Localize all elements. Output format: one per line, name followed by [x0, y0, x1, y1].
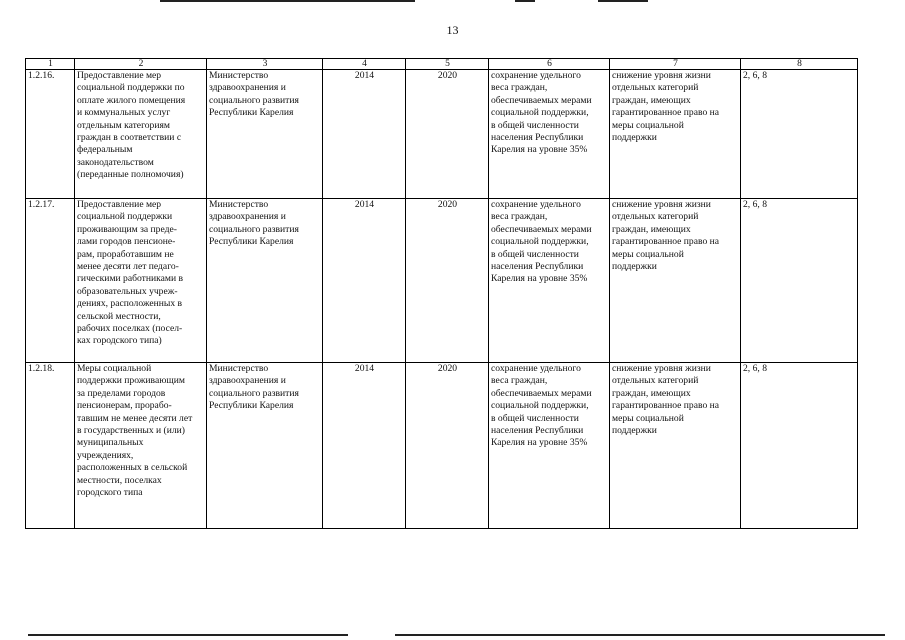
column-header: 1: [26, 59, 75, 70]
top-scan-rule: [160, 0, 415, 2]
consequence: снижение уровня жизни отдельных категорий граждан, имеющих гарантированное право на меры социальной поддержки: [610, 363, 741, 529]
top-scan-rule: [515, 0, 535, 2]
consequence: снижение уровня жизни отдельных категорий граждан, имеющих гарантированное право на меры социальной поддержки: [610, 70, 741, 199]
column-header: 6: [489, 59, 610, 70]
row-number: 1.2.18.: [26, 363, 75, 529]
table-row: [26, 199, 858, 363]
indicators: 2, 6, 8: [741, 199, 858, 363]
indicators: 2, 6, 8: [741, 363, 858, 529]
column-header: 2: [75, 59, 207, 70]
bottom-scan-rule: [28, 634, 348, 636]
row-number: 1.2.16.: [26, 70, 75, 199]
measures-table: [25, 58, 858, 529]
table-row: [26, 70, 858, 199]
column-header: 8: [741, 59, 858, 70]
consequence: снижение уровня жизни отдельных категорий граждан, имеющих гарантированное право на меры социальной поддержки: [610, 199, 741, 363]
measure-name: Предоставление мер социальной поддержки проживающим за преде- лами городов пенсионе- рам, проработавшим не менее десяти лет педаго- гическими работниками в образовательных учреж- дениях, расположенных в сельской местности, рабочих поселках (посел- ках городского типа): [75, 199, 207, 363]
start-year: 2014: [323, 363, 406, 529]
table-header-row: [26, 59, 858, 70]
end-year: 2020: [406, 70, 489, 199]
top-scan-rule: [598, 0, 648, 2]
bottom-scan-rule: [395, 634, 885, 636]
expected-result: сохранение удельного веса граждан, обеспечиваемых мерами социальной поддержки, в общей численности населения Республики Карелия на уровне 35%: [489, 70, 610, 199]
page-number: 13: [446, 23, 459, 37]
executor: Министерство здравоохранения и социального развития Республики Карелия: [207, 199, 323, 363]
start-year: 2014: [323, 70, 406, 199]
table-row: [26, 363, 858, 529]
end-year: 2020: [406, 363, 489, 529]
expected-result: сохранение удельного веса граждан, обеспечиваемых мерами социальной поддержки, в общей численности населения Республики Карелия на уровне 35%: [489, 199, 610, 363]
column-header: 5: [406, 59, 489, 70]
column-header: 4: [323, 59, 406, 70]
end-year: 2020: [406, 199, 489, 363]
indicators: 2, 6, 8: [741, 70, 858, 199]
column-header: 7: [610, 59, 741, 70]
measure-name: Предоставление мер социальной поддержки по оплате жилого помещения и коммунальных услуг отдельным категориям граждан в соответствии с федеральным законодательством (переданные полномочия): [75, 70, 207, 199]
executor: Министерство здравоохранения и социального развития Республики Карелия: [207, 363, 323, 529]
start-year: 2014: [323, 199, 406, 363]
executor: Министерство здравоохранения и социального развития Республики Карелия: [207, 70, 323, 199]
expected-result: сохранение удельного веса граждан, обеспечиваемых мерами социальной поддержки, в общей численности населения Республики Карелия на уровне 35%: [489, 363, 610, 529]
row-number: 1.2.17.: [26, 199, 75, 363]
column-header: 3: [207, 59, 323, 70]
measure-name: Меры социальной поддержки проживающим за пределами городов пенсионерам, прорабо- тавшим не менее десяти лет в государственных и (или) муниципальных учреждениях, расположенных в сельской местности, поселках городского типа: [75, 363, 207, 529]
